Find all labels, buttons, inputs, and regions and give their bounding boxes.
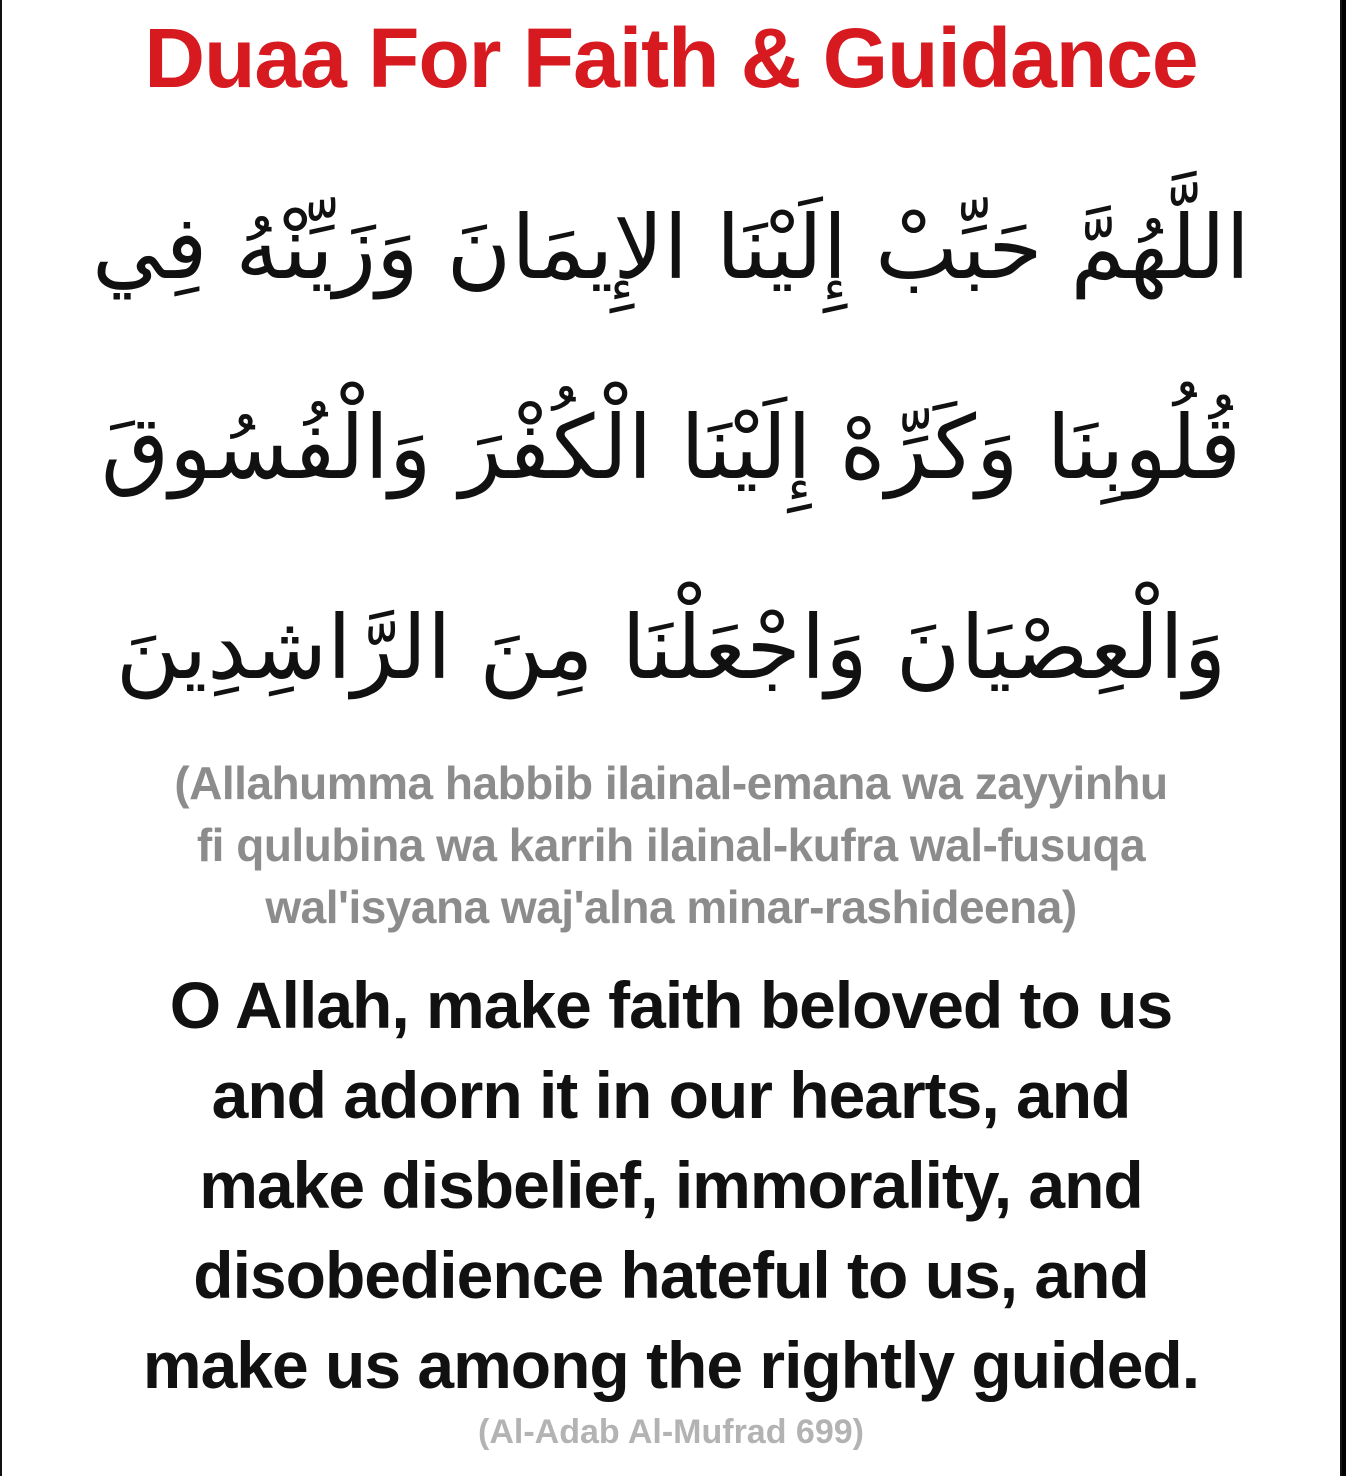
translation-line: make disbelief, immorality, and [199,1148,1143,1222]
arabic-line: قُلُوبِنَا وَكَرِّهْ إِلَيْنَا الْكُفْرَ وَالْفُسُوقَ [100,396,1242,499]
arabic-text [62,148,1280,748]
page-title: Duaa For Faith & Guidance [144,11,1198,105]
transliteration-line: fi qulubina wa karrih ilainal-kufra wal-fusuqa [196,819,1146,871]
english-translation [22,960,1320,1410]
translation-line: and adorn it in our hearts, and [211,1058,1131,1132]
translation-line: disobedience hateful to us, and [193,1238,1149,1312]
source-citation: (Al-Adab Al-Mufrad 699) [478,1413,864,1451]
transliteration-line: wal'isyana waj'alna minar-rashideena) [265,881,1077,933]
translation-line: make us among the rightly guided. [142,1328,1200,1402]
transliteration-line: (Allahumma habbib ilainal-emana wa zayyinhu [174,757,1168,809]
arabic-line: وَالْعِصْيَانَ وَاجْعَلْنَا مِنَ الرَّاشِدِينَ [115,596,1227,699]
translation-line: O Allah, make faith beloved to us [169,968,1173,1042]
transliteration [42,752,1300,938]
arabic-line: اللَّهُمَّ حَبِّبْ إِلَيْنَا الإِيمَانَ وَزَيِّنْهُ فِي [91,196,1250,299]
